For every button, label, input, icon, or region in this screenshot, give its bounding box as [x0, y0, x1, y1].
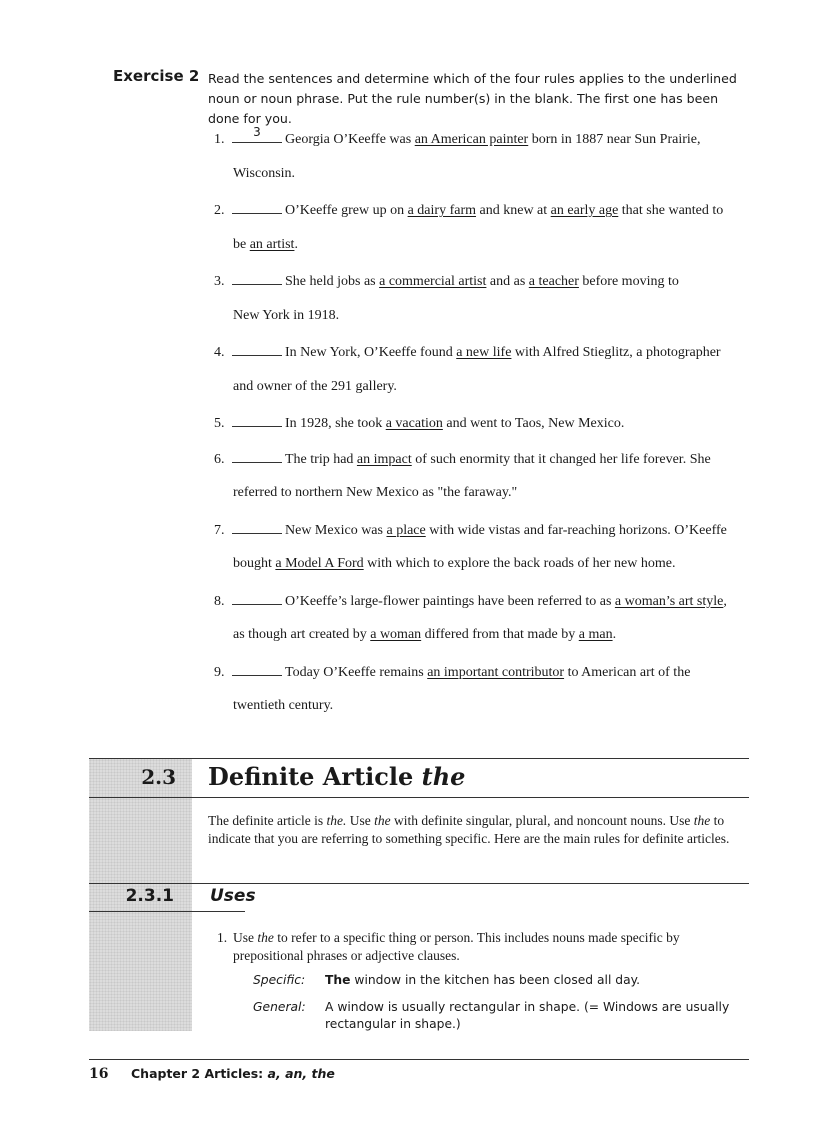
text-segment: The definite article is	[208, 813, 327, 828]
text-segment: In 1928, she took	[285, 416, 386, 431]
answer-blank[interactable]	[232, 448, 282, 463]
underlined-noun-phrase: a man	[578, 627, 613, 642]
exercise-label: Exercise 2	[113, 67, 200, 85]
text-segment: New York in 1918.	[233, 307, 340, 323]
text-segment: born in 1887 near Sun Prairie,	[528, 132, 701, 147]
exercise-item	[214, 341, 754, 412]
emphasis-text: the.	[326, 813, 347, 828]
answer-blank[interactable]	[232, 412, 282, 427]
example-rest: A window is usually rectangular in shape. (= Windows are usually rectangular in shape.)	[325, 1000, 730, 1031]
page-footer	[89, 1066, 335, 1082]
chapter-label: Chapter 2 Articles:	[131, 1066, 268, 1081]
text-segment: to refer to a specific thing or person. This includes nouns made specific by prepositional phrases or adjective clauses.	[233, 930, 680, 963]
text-segment: and went to Taos, New Mexico.	[442, 416, 625, 431]
exercise-item	[214, 590, 754, 661]
text-segment: .	[294, 236, 298, 252]
text-segment: and owner of the 291 gallery.	[233, 378, 397, 394]
text-segment: bought	[233, 556, 276, 571]
text-segment: that she wanted to	[618, 203, 724, 218]
answer-blank[interactable]	[232, 125, 282, 143]
section-body	[208, 812, 748, 848]
item-number: 7.	[214, 522, 225, 538]
underlined-noun-phrase: a commercial artist	[379, 274, 487, 289]
section-top-rule	[89, 758, 749, 759]
underlined-noun-phrase: a dairy farm	[407, 203, 477, 218]
exercise-item	[214, 412, 754, 448]
text-segment: Today O’Keeffe remains	[285, 664, 428, 680]
example-label: General:	[253, 1000, 306, 1014]
page-number: 16	[89, 1066, 109, 1082]
example-rest: window in the kitchen has been closed all day.	[350, 973, 641, 987]
answer-blank[interactable]	[232, 341, 282, 356]
section-title-em: the	[421, 762, 466, 791]
rule-text	[233, 929, 733, 965]
exercise-item	[214, 448, 754, 519]
text-segment: and as	[486, 274, 529, 289]
section-title	[208, 762, 465, 791]
underlined-noun-phrase: an American painter	[414, 132, 529, 147]
example-text	[325, 972, 735, 989]
subsection-title: Uses	[210, 886, 256, 906]
item-number: 8.	[214, 593, 225, 609]
text-segment: as though art created by	[233, 627, 371, 642]
example-text	[325, 999, 735, 1033]
section-title-rule	[89, 797, 749, 798]
text-segment: ,	[723, 593, 727, 609]
answer-blank[interactable]	[232, 199, 282, 214]
text-segment: She held jobs as	[285, 274, 380, 289]
answer-blank[interactable]	[232, 661, 282, 676]
exercise-item	[214, 519, 754, 590]
text-segment: O’Keeffe’s large-flower paintings have been referred to as	[285, 593, 615, 609]
text-segment: New Mexico was	[285, 522, 387, 538]
emphasis-text: the	[257, 930, 274, 945]
example-bold: The	[325, 973, 351, 987]
text-segment: be	[233, 236, 250, 252]
subsection-bottom-rule	[89, 911, 245, 912]
underlined-noun-phrase: a teacher	[528, 274, 579, 289]
subsection-number: 2.3.1	[125, 886, 174, 906]
section-title-main: Definite Article	[208, 762, 422, 791]
footer-rule	[89, 1059, 749, 1060]
answer-blank[interactable]	[232, 519, 282, 534]
text-segment: with which to explore the back roads of her new home.	[363, 556, 676, 571]
exercise-item	[214, 125, 754, 199]
answer-blank[interactable]	[232, 590, 282, 605]
text-segment: The trip had	[285, 451, 357, 467]
example-label: Specific:	[253, 973, 306, 987]
underlined-noun-phrase: a Model A Ford	[275, 556, 364, 571]
text-segment: with wide vistas and far-reaching horizons. O’Keeffe	[425, 522, 727, 538]
underlined-noun-phrase: an important contributor	[427, 664, 565, 680]
underlined-noun-phrase: an artist	[249, 236, 295, 252]
exercise-item	[214, 199, 754, 270]
underlined-noun-phrase: a new life	[456, 345, 512, 360]
item-number: 4.	[214, 345, 225, 360]
item-number: 5.	[214, 416, 225, 431]
text-segment: Wisconsin.	[233, 165, 296, 181]
section-number: 2.3	[141, 765, 176, 789]
exercise-items	[214, 125, 754, 732]
answer-value: 3	[253, 125, 261, 139]
rule-number: 1.	[217, 930, 228, 945]
text-segment: .	[612, 627, 617, 642]
underlined-noun-phrase: an impact	[356, 451, 412, 467]
item-number: 1.	[214, 132, 225, 147]
text-segment: referred to northern New Mexico as "the faraway."	[233, 485, 518, 500]
text-segment: twentieth century.	[233, 698, 334, 713]
text-segment: Georgia O’Keeffe was	[285, 132, 415, 147]
exercise-instructions: Read the sentences and determine which of the four rules applies to the underlined noun or noun phrase. Put the rule number(s) in the blank. The first one has been done for you.	[208, 71, 737, 126]
item-number: 9.	[214, 664, 225, 680]
item-number: 3.	[214, 274, 225, 289]
underlined-noun-phrase: a vacation	[385, 416, 443, 431]
underlined-noun-phrase: a woman	[370, 627, 422, 642]
text-segment: In New York, O’Keeffe found	[285, 345, 457, 360]
exercise-item	[214, 661, 754, 732]
answer-blank[interactable]	[232, 270, 282, 285]
text-segment: before moving to	[578, 274, 679, 289]
underlined-noun-phrase: a woman’s art style	[614, 593, 724, 609]
underlined-noun-phrase: an early age	[550, 203, 619, 218]
text-segment: of such enormity that it changed her life forever. She	[411, 451, 711, 467]
rule-1	[217, 929, 737, 965]
text-segment: differed from that made by	[421, 627, 579, 642]
text-segment: and knew at	[476, 203, 551, 218]
emphasis-text: the	[693, 813, 711, 828]
item-number: 2.	[214, 203, 225, 218]
text-segment: with definite singular, plural, and noncount nouns. Use	[390, 813, 694, 828]
chapter-label-em: a, an, the	[267, 1066, 335, 1081]
item-number: 6.	[214, 451, 225, 467]
subsection-top-rule	[89, 883, 749, 884]
text-segment: to indicate that you are referring to something specific. Here are the main rules for definite articles.	[208, 813, 730, 846]
emphasis-text: the	[374, 813, 391, 828]
text-segment: with Alfred Stieglitz, a photographer	[511, 345, 721, 360]
underlined-noun-phrase: a place	[386, 522, 426, 538]
text-segment: Use	[346, 813, 375, 828]
text-segment: to American art of the	[564, 664, 691, 680]
exercise-item	[214, 270, 754, 341]
text-segment: Use	[233, 930, 258, 945]
text-segment: O’Keeffe grew up on	[285, 203, 408, 218]
